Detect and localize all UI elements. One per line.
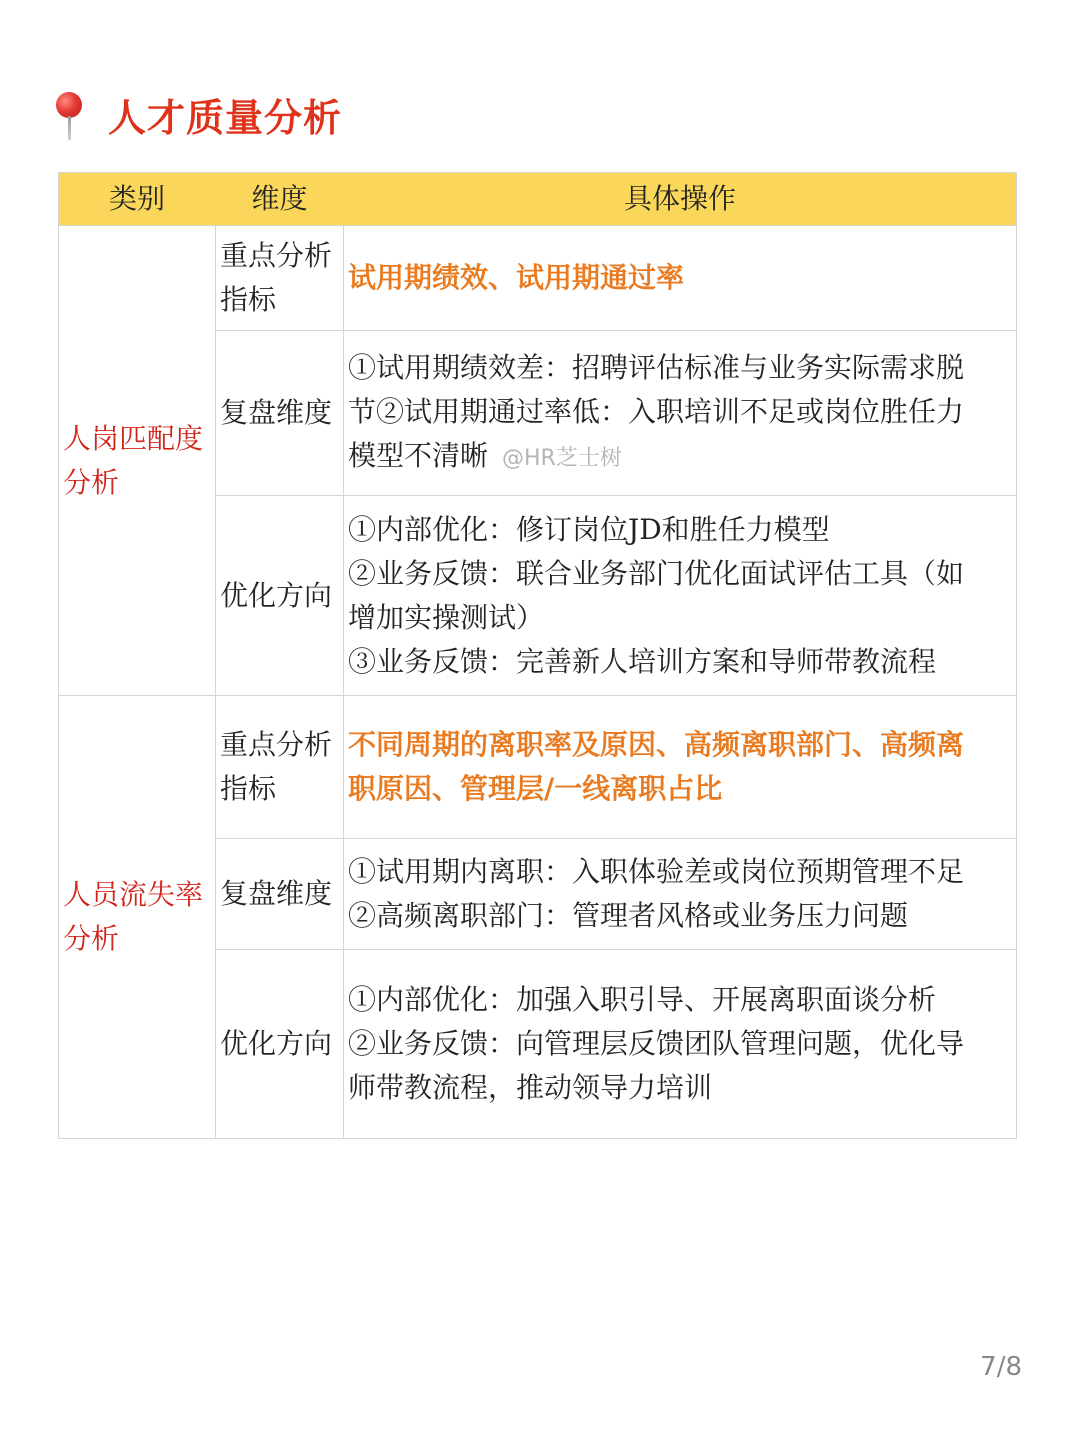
category-label: 分析 [63, 922, 120, 955]
dimension-cell [216, 696, 344, 839]
operation-text: 模型不清晰 [348, 438, 489, 472]
operation-text: 不同周期的离职率及原因、高频离职部门、高频离 [348, 728, 965, 761]
dimension-label: 复盘维度 [220, 877, 333, 910]
header-category: 类别 [59, 173, 216, 226]
operation-text: 职原因、管理层/一线离职占比 [348, 772, 723, 805]
page-title: 人才质量分析 [108, 94, 343, 140]
operation-cell [344, 331, 1017, 496]
operation-text: ②高频离职部门：管理者风格或业务压力问题 [348, 899, 909, 932]
dimension-label: 重点分析 [220, 728, 333, 761]
operation-text: ①试用期内离职：入职体验差或岗位预期管理不足 [348, 855, 965, 888]
watermark: @HR芝士树 [502, 445, 622, 471]
operation-text: ①内部优化：加强入职引导、开展离职面谈分析 [348, 983, 937, 1016]
header-operation: 具体操作 [344, 173, 1017, 226]
category-cell [59, 226, 216, 696]
operation-text: 增加实操测试） [348, 600, 545, 634]
operation-text: 节②试用期通过率低：入职培训不足或岗位胜任力 [348, 394, 965, 428]
operation-cell [344, 839, 1017, 950]
operation-text: ①试用期绩效差：招聘评估标准与业务实际需求脱 [348, 350, 965, 384]
table-row [59, 226, 1017, 331]
dimension-cell [216, 950, 344, 1139]
operation-cell [344, 496, 1017, 696]
dimension-cell [216, 496, 344, 696]
operation-text: ②业务反馈：向管理层反馈团队管理问题，优化导 [348, 1027, 965, 1060]
dimension-cell [216, 226, 344, 331]
dimension-label: 优化方向 [220, 578, 333, 612]
dimension-label: 指标 [220, 283, 277, 316]
dimension-cell [216, 331, 344, 496]
title-row [54, 86, 342, 142]
operation-text: 师带教流程，推动领导力培训 [348, 1071, 713, 1104]
analysis-table [58, 172, 1017, 1139]
page-number: 7/8 [980, 1352, 1022, 1382]
dimension-label: 复盘维度 [220, 396, 333, 429]
operation-cell [344, 696, 1017, 839]
pushpin-icon [54, 86, 86, 142]
category-cell [59, 696, 216, 1139]
dimension-label: 重点分析 [220, 239, 333, 272]
operation-cell [344, 226, 1017, 331]
operation-cell [344, 950, 1017, 1139]
header-dimension: 维度 [216, 173, 344, 226]
operation-text: ③业务反馈：完善新人培训方案和导师带教流程 [348, 644, 937, 678]
table-row [59, 696, 1017, 839]
operation-text: ①内部优化：修订岗位JD和胜任力模型 [348, 512, 830, 546]
category-label: 人岗匹配度 [63, 421, 204, 455]
operation-text: ②业务反馈：联合业务部门优化面试评估工具（如 [348, 556, 965, 590]
table-header-row [59, 173, 1017, 226]
dimension-label: 优化方向 [220, 1027, 333, 1060]
dimension-cell [216, 839, 344, 950]
category-label: 分析 [63, 465, 120, 499]
operation-text: 试用期绩效、试用期通过率 [348, 261, 685, 294]
dimension-label: 指标 [220, 772, 277, 805]
category-label: 人员流失率 [63, 878, 204, 911]
